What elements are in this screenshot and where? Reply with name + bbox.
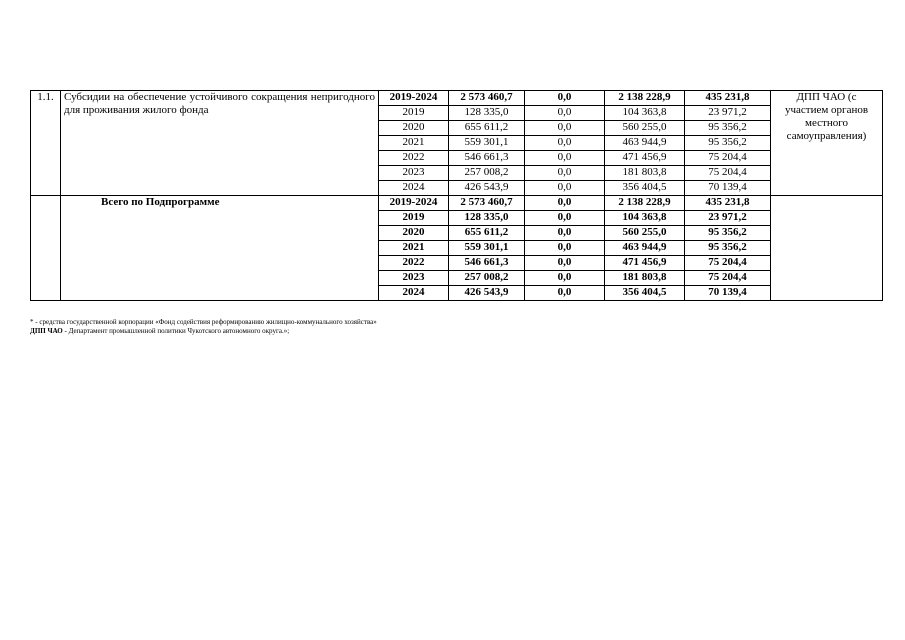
- year-cell: 2023: [379, 166, 449, 181]
- regional-cell: 181 803,8: [605, 271, 685, 286]
- regional-cell: 104 363,8: [605, 106, 685, 121]
- local-cell: 75 204,4: [685, 256, 771, 271]
- local-cell: 75 204,4: [685, 271, 771, 286]
- total-cell: 2 573 460,7: [449, 196, 525, 211]
- year-cell: 2020: [379, 226, 449, 241]
- fund-cell: 0,0: [525, 151, 605, 166]
- executor-cell: [771, 196, 883, 301]
- local-cell: 95 356,2: [685, 226, 771, 241]
- total-cell: 257 008,2: [449, 166, 525, 181]
- regional-cell: 104 363,8: [605, 211, 685, 226]
- table-row: [31, 91, 883, 106]
- total-cell: 546 661,3: [449, 151, 525, 166]
- year-cell: 2023: [379, 271, 449, 286]
- total-cell: 426 543,9: [449, 181, 525, 196]
- row-description: Всего по Подпрограмме: [61, 196, 379, 301]
- total-cell: 655 611,2: [449, 121, 525, 136]
- fund-cell: 0,0: [525, 196, 605, 211]
- regional-cell: 463 944,9: [605, 136, 685, 151]
- local-cell: 70 139,4: [685, 181, 771, 196]
- total-cell: 655 611,2: [449, 226, 525, 241]
- local-cell: 23 971,2: [685, 106, 771, 121]
- fund-cell: 0,0: [525, 241, 605, 256]
- total-cell: 546 661,3: [449, 256, 525, 271]
- total-cell: 2 573 460,7: [449, 91, 525, 106]
- fund-cell: 0,0: [525, 106, 605, 121]
- year-cell: 2019-2024: [379, 196, 449, 211]
- total-cell: 426 543,9: [449, 286, 525, 301]
- total-cell: 128 335,0: [449, 211, 525, 226]
- local-cell: 75 204,4: [685, 166, 771, 181]
- total-cell: 128 335,0: [449, 106, 525, 121]
- footnote-fund: * - средства государственной корпорации «Фонд содействия реформированию жилищно-коммунального хозяйства»: [30, 318, 377, 326]
- local-cell: 95 356,2: [685, 241, 771, 256]
- fund-cell: 0,0: [525, 136, 605, 151]
- regional-cell: 2 138 228,9: [605, 91, 685, 106]
- fund-cell: 0,0: [525, 121, 605, 136]
- regional-cell: 471 456,9: [605, 151, 685, 166]
- fund-cell: 0,0: [525, 91, 605, 106]
- local-cell: 95 356,2: [685, 136, 771, 151]
- fund-cell: 0,0: [525, 181, 605, 196]
- fund-cell: 0,0: [525, 256, 605, 271]
- local-cell: 435 231,8: [685, 196, 771, 211]
- total-cell: 559 301,1: [449, 136, 525, 151]
- row-number: 1.1.: [31, 91, 61, 196]
- local-cell: 23 971,2: [685, 211, 771, 226]
- local-cell: 95 356,2: [685, 121, 771, 136]
- year-cell: 2022: [379, 151, 449, 166]
- year-cell: 2019-2024: [379, 91, 449, 106]
- row-description: Субсидии на обеспечение устойчивого сокращения непригодного для проживания жилого фонда: [61, 91, 379, 196]
- total-cell: 257 008,2: [449, 271, 525, 286]
- regional-cell: 356 404,5: [605, 181, 685, 196]
- regional-cell: 463 944,9: [605, 241, 685, 256]
- fund-cell: 0,0: [525, 166, 605, 181]
- year-cell: 2019: [379, 211, 449, 226]
- local-cell: 75 204,4: [685, 151, 771, 166]
- year-cell: 2021: [379, 136, 449, 151]
- regional-cell: 560 255,0: [605, 121, 685, 136]
- footnotes: [30, 318, 377, 336]
- local-cell: 435 231,8: [685, 91, 771, 106]
- regional-cell: 356 404,5: [605, 286, 685, 301]
- year-cell: 2024: [379, 286, 449, 301]
- fund-cell: 0,0: [525, 286, 605, 301]
- regional-cell: 560 255,0: [605, 226, 685, 241]
- year-cell: 2020: [379, 121, 449, 136]
- year-cell: 2022: [379, 256, 449, 271]
- regional-cell: 2 138 228,9: [605, 196, 685, 211]
- year-cell: 2021: [379, 241, 449, 256]
- fund-cell: 0,0: [525, 211, 605, 226]
- fund-cell: 0,0: [525, 271, 605, 286]
- year-cell: 2024: [379, 181, 449, 196]
- regional-cell: 181 803,8: [605, 166, 685, 181]
- year-cell: 2019: [379, 106, 449, 121]
- fund-cell: 0,0: [525, 226, 605, 241]
- table-row: [31, 196, 883, 211]
- row-number: [31, 196, 61, 301]
- regional-cell: 471 456,9: [605, 256, 685, 271]
- total-cell: 559 301,1: [449, 241, 525, 256]
- footnote-dpp: ДПП ЧАО - Департамент промышленной политики Чукотского автономного округа.»;: [30, 327, 290, 335]
- subprogram-table: [30, 90, 883, 301]
- local-cell: 70 139,4: [685, 286, 771, 301]
- executor-cell: ДПП ЧАО (с участием органов местного самоуправления): [771, 91, 883, 196]
